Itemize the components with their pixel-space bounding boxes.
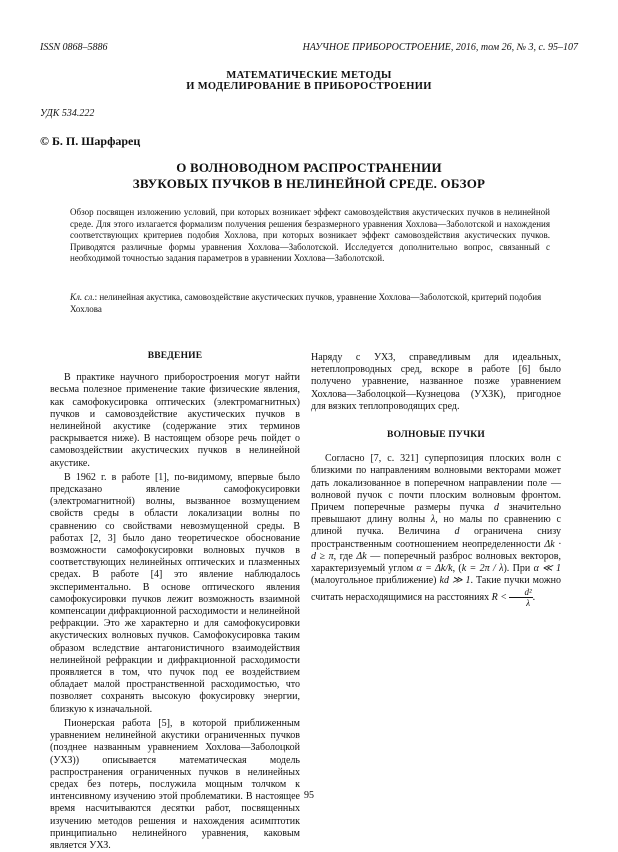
- beams-text-h: ). При: [503, 563, 534, 575]
- journal-reference: НАУЧНОЕ ПРИБОРОСТРОЕНИЕ, 2016, том 26, № 3, с. 95–107: [302, 42, 578, 53]
- column-left: [50, 350, 300, 852]
- section-heading-line-2: И МОДЕЛИРОВАНИЕ В ПРИБОРОСТРОЕНИИ: [186, 81, 432, 92]
- beams-text-b: значительно превышают длину волны: [311, 502, 561, 526]
- fraction-numerator: d²: [509, 587, 532, 598]
- title-line-1: О ВОЛНОВОДНОМ РАСПРОСТРАНЕНИИ: [176, 160, 442, 175]
- beams-paragraph-1: [311, 453, 561, 608]
- section-heading-line-1: МАТЕМАТИЧЕСКИЕ МЕТОДЫ: [226, 70, 392, 81]
- formula-k: k = 2π / λ: [461, 563, 504, 575]
- keywords-text: : нелинейная акустика, самовоздействие акустических пучков, уравнение Хохлова—Заболотской, критерий подобия Хохлова: [70, 292, 542, 314]
- author: © Б. П. Шарфарец: [40, 134, 141, 148]
- intro-paragraph-2: В 1962 г. в работе [1], по-видимому, впервые было предсказано явление самофокусировки (электромагнитной) волны, вызванное возмущением свойств среды в области локализации волны по сравнению со свойствами невозмущенной среды. В работах [2, 3] было дано теоретическое обоснование возможности самофокусировки волновых пучков в соответствующих нелинейных оптических и плазменных средах. В работе [4] это явление наблюдалось экспериментально. В основе оптического явления самофокусировки пучков лежит возможность взаимной компенсации дифракционной расходимости и нелинейной рефракции. Это же характерно и для самофокусировки акустических волновых пучков. Самофокусировка таким образом вследствие антагонистичного взаимодействия нелинейной рефракции и дифракционной расходимости проявляется в том, что пучок под ее воздействием обладает малой пространственной расходимостью, что позволяет сохранять высокую фокусировку энергии, близкую к изначальной.: [50, 471, 300, 715]
- title-line-2: ЗВУКОВЫХ ПУЧКОВ В НЕЛИНЕЙНОЙ СРЕДЕ. ОБЗОР: [132, 176, 486, 191]
- beams-text-k: .: [532, 592, 536, 604]
- article-title: [0, 160, 618, 192]
- beams-text-i: (малоугольное приближение): [311, 575, 440, 587]
- beams-heading: ВОЛНОВЫЕ ПУЧКИ: [387, 430, 485, 441]
- intro-paragraph-3: Пионерская работа [5], в которой приближенным уравнением нелинейной акустики ограниченных пучков (позднее названным уравнением Хохлова—Заболоцкой (УХЗ)) описывается математическая модель распространения ограниченных пучков в нелинейных средах без потерь, послужила мощным толчком к интенсивному изучению этой проблематики. В настоящее время насчитываются десятки работ, посвященных изучению методов решения и нахождения асимптотик принципиально нелинейного уравнения, каковым является УХЗ.: [50, 717, 300, 851]
- beams-text-g: , (: [452, 563, 462, 575]
- keywords-label: Кл. сл.: [70, 292, 95, 302]
- var-d: d: [493, 502, 499, 514]
- formula-alpha-small: α ≪ 1: [533, 563, 561, 575]
- formula-kd: kd ≫ 1: [439, 575, 471, 587]
- formula-alpha: α = Δk/k: [416, 563, 453, 575]
- beams-text-a: Согласно [7, с. 321] суперпозиция плоских волн с близкими по направлениям волновыми векторами может дать локализованное в поперечном направлении поле — волновой пучок с почти плоским волновым фронтом. Причем поперечные размеры пучка: [311, 453, 561, 514]
- udk-code: УДК 534.222: [40, 108, 95, 119]
- abstract: Обзор посвящен изложению условий, при которых возникает эффект самовоздействия акустических пучков в нелинейной среде. Для этого излагается формализм получения решения безразмерного уравнения Хохлова—Заболотской и нахождения соответствующих критериев подобия Хохлова, при которых возникает эффект самовоздействия акустических пучков. Приводятся различные формы уравнения Хохлова—Заболотской. Исследуется дополнительно вопрос, связанный с необходимой точностью задания параметров в уравнении Хохлова—Заболотской.: [70, 207, 550, 263]
- section-heading: [0, 70, 618, 92]
- var-lambda: λ: [430, 514, 436, 526]
- keywords: [70, 292, 550, 315]
- intro-paragraph-1: В практике научного приборостроения могут найти весьма полезное применение такие физические явления, как самофокусировка оптических (электромагнитных) пучков и самовоздействие акустических пучков в нелинейной акустике (содержание этих терминов раскрывается ниже). В настоящем обзоре речь пойдет о самовоздействии акустических пучков в нелинейной акустике.: [50, 372, 300, 469]
- intro-heading: ВВЕДЕНИЕ: [147, 351, 203, 361]
- beams-text-e: , где: [333, 550, 357, 562]
- var-delta-k: Δk: [356, 550, 367, 562]
- var-d-2: d: [454, 526, 460, 538]
- formula-uncertainty: Δk · d ≥ π: [311, 538, 561, 562]
- column-right: [311, 350, 561, 608]
- beams-text-c: , но малы по сравнению с длиной пучка. Величина: [311, 514, 561, 538]
- page-number: 95: [304, 790, 314, 801]
- beams-text-d: ограничена снизу пространственным соотношением неопределенности: [311, 526, 561, 550]
- intro-paragraph-4: Наряду с УХЗ, справедливым для идеальных, нетеплопроводных сред, вскоре в работе [6] было получено уравнение, названное позже уравнением Хохлова—Заболоцкой—Кузнецова (УХЗК), пригодное для вязких теплопроводящих сред.: [311, 352, 561, 412]
- beams-text-f: — поперечный разброс волновых векторов, характеризуемый углом: [311, 550, 561, 575]
- issn: ISSN 0868–5886: [40, 42, 108, 53]
- formula-R: R <: [491, 592, 507, 604]
- fraction-denominator: λ: [526, 598, 531, 609]
- beams-text-j: . Такие пучки можно считать нерасходящимися на расстояниях: [311, 575, 561, 604]
- fraction-d2-over-lambda: [509, 587, 532, 608]
